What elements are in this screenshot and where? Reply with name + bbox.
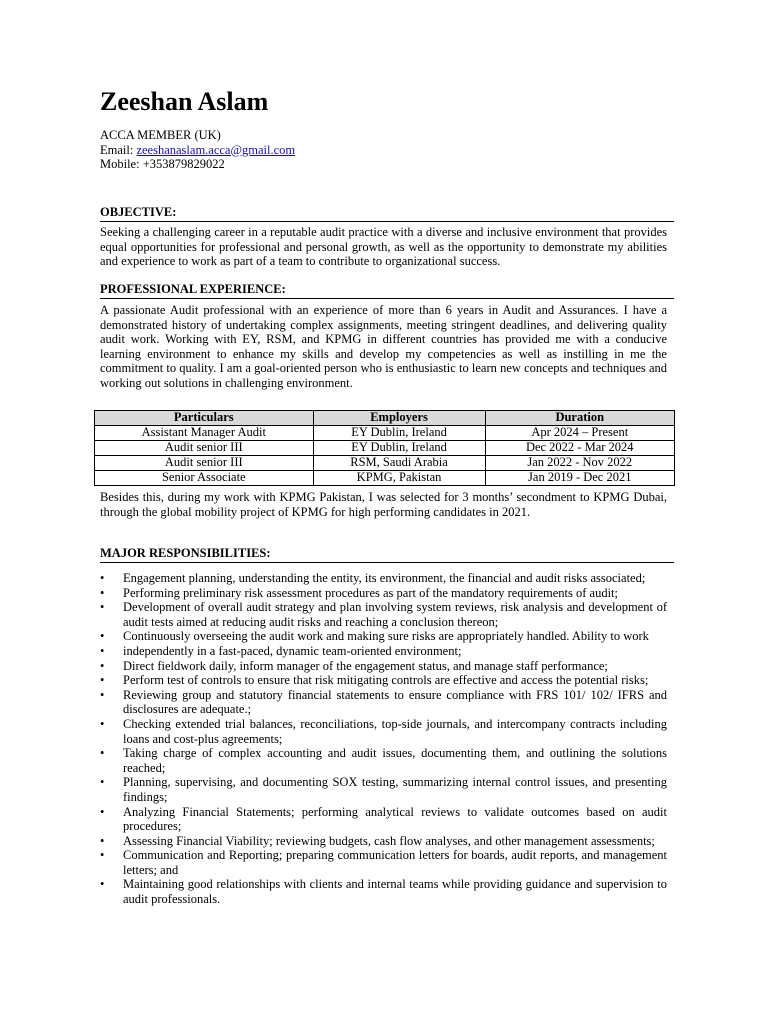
contact-block [100,128,295,172]
list-item [100,644,667,659]
table-cell: Jan 2019 - Dec 2021 [485,471,674,486]
list-item [100,746,667,775]
bullet-icon: • [100,629,105,644]
table-cell: KPMG, Pakistan [313,471,485,486]
responsibilities-heading: MAJOR RESPONSIBILITIES: [100,546,674,563]
employment-table [94,410,675,486]
responsibilities-list [100,571,667,907]
bullet-icon: • [100,746,105,761]
list-item [100,629,667,644]
table-cell: Senior Associate [95,471,314,486]
bullet-icon: • [100,643,105,658]
list-item-text: Direct fieldwork daily, inform manager of the engagement status, and manage staff performance; [123,658,608,673]
table-cell: Dec 2022 - Mar 2024 [485,441,674,456]
mobile-label: Mobile: [100,157,143,171]
list-item [100,848,667,877]
list-item [100,571,667,586]
bullet-icon: • [100,833,105,848]
table-cell: EY Dublin, Ireland [313,441,485,456]
table-cell: Apr 2024 – Present [485,426,674,441]
list-item-text: Engagement planning, understanding the entity, its environment, the financial and audit risks associated; [123,571,646,585]
bullet-icon: • [100,687,105,702]
list-item [100,805,667,834]
list-item-text: Taking charge of complex accounting and audit issues, documenting them, and outlining the solutions reached; [123,746,667,775]
list-item-text: Reviewing group and statutory financial statements to ensure compliance with FRS 101/ 102/ IFRS and disclosures are adequate.; [123,687,667,717]
list-item [100,586,667,601]
list-item [100,659,667,674]
bullet-icon: • [100,673,105,688]
column-header: Duration [485,411,674,426]
table-header-row [95,411,675,426]
list-item [100,600,667,629]
list-item [100,673,667,688]
professional-title: ACCA MEMBER (UK) [100,128,221,142]
list-item-text: Continuously overseeing the audit work and making sure risks are appropriately handled. Ability to work [123,629,649,644]
list-item-text: Analyzing Financial Statements; performing analytical reviews to validate outcomes based on audit procedures; [123,804,667,834]
bullet-icon: • [100,600,105,615]
bullet-icon: • [100,775,105,790]
table-row [95,441,675,456]
list-item-text: Communication and Reporting; preparing communication letters for boards, audit reports, and management letters; and [123,848,667,877]
bullet-icon: • [100,804,105,819]
bullet-icon: • [100,716,105,731]
bullet-icon: • [100,658,105,673]
list-item-text: Performing preliminary risk assessment procedures as part of the mandatory requirements of audit; [123,585,618,600]
list-item [100,775,667,804]
list-item [100,877,667,906]
experience-summary: A passionate Audit professional with an experience of more than 6 years in Audit and Assurances. I have a demonstrated history of undertaking complex assignments, meeting stringent deadlines, and delivering quality audit work. Working with EY, RSM, and KPMG in different countries has provided me with a conducive learning environment to enhance my skills and develop my competencies as well as instilling in me the commitment to quality. I am a goal-oriented person who is enthusiastic to learn new concepts and techniques and working out solutions in challenging environment. [100,303,667,390]
email-label: Email: [100,142,137,157]
list-item [100,717,667,746]
list-item-text: Perform test of controls to ensure that risk mitigating controls are effective and access the potential risks; [123,673,649,688]
list-item [100,688,667,717]
email-line [100,143,295,158]
email-link[interactable]: zeeshanaslam.acca@gmail.com [136,142,296,157]
bullet-icon: • [100,877,105,892]
table-cell: Audit senior III [95,441,314,456]
list-item-text: independently in a fast-paced, dynamic team-oriented environment; [123,643,462,658]
list-item-text: Checking extended trial balances, reconciliations, top-side journals, and intercompany contracts including loans and cost-plus agreements; [123,716,667,746]
secondment-note: Besides this, during my work with KPMG Pakistan, I was selected for 3 months’ secondment to KPMG Dubai, through the global mobility project of KPMG for high performing candidates in 2021. [100,490,667,519]
bullet-icon: • [100,585,105,600]
column-header: Particulars [95,411,314,426]
table-row [95,426,675,441]
table-cell: RSM, Saudi Arabia [313,456,485,471]
candidate-name: Zeeshan Aslam [100,87,269,116]
experience-heading: PROFESSIONAL EXPERIENCE: [100,282,674,299]
table-row [95,471,675,486]
table-cell: EY Dublin, Ireland [313,426,485,441]
mobile-number: +353879829022 [142,157,225,171]
list-item-text: Maintaining good relationships with clients and internal teams while providing guidance and supervision to audit professionals. [123,877,667,907]
objective-heading: OBJECTIVE: [100,205,674,222]
table-cell: Jan 2022 - Nov 2022 [485,456,674,471]
mobile-line [100,157,295,172]
table-cell: Audit senior III [95,456,314,471]
list-item-text: Planning, supervising, and documenting SOX testing, summarizing internal control issues, and presenting findings; [123,775,667,804]
list-item-text: Development of overall audit strategy and plan involving system reviews, risk analysis and development of audit tests aimed at reducing audit risks and reaching a conclusion thereon; [123,600,667,629]
column-header: Employers [313,411,485,426]
objective-text: Seeking a challenging career in a reputable audit practice with a diverse and inclusive environment that provides equal opportunities for professional and personal growth, as well as the opportunity to demonstrate my abilities and experience to work as part of a team to contribute to organizational success. [100,225,667,269]
list-item-text: Assessing Financial Viability; reviewing budgets, cash flow analyses, and other management assessments; [123,833,655,848]
bullet-icon: • [100,848,105,863]
table-cell: Assistant Manager Audit [95,426,314,441]
list-item [100,834,667,849]
table-row [95,456,675,471]
bullet-icon: • [100,571,105,585]
